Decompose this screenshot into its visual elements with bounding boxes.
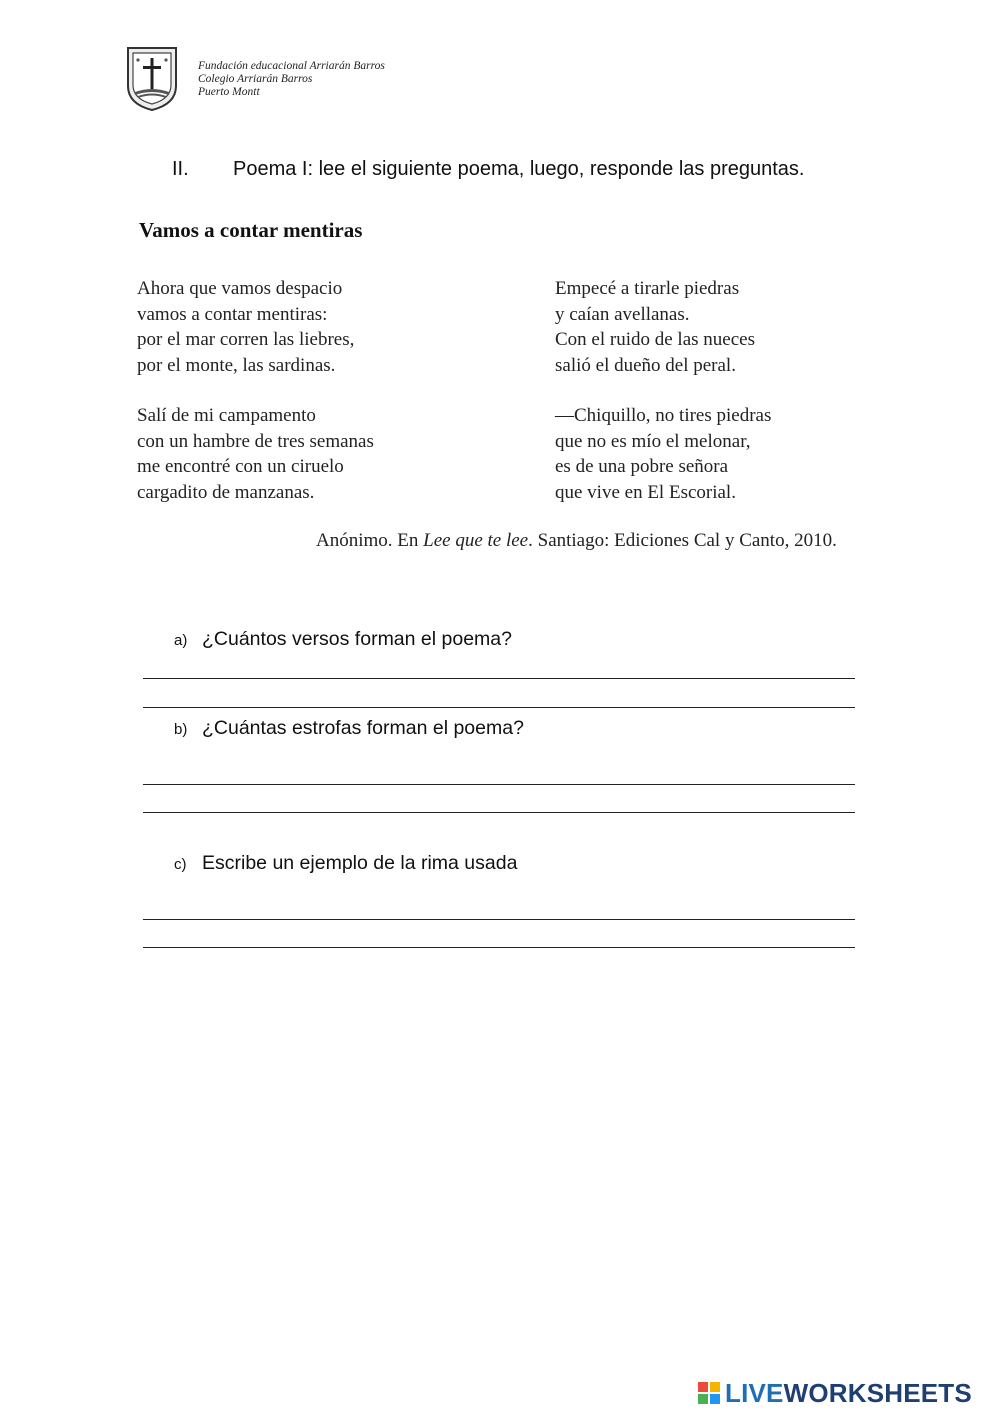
question-letter: b) <box>174 721 188 738</box>
liveworksheets-brand[interactable] <box>697 1378 972 1408</box>
brand-live: LIVE <box>725 1377 784 1408</box>
source-suffix: . Santiago: Ediciones Cal y Canto, 2010. <box>528 530 837 551</box>
answer-line-b1[interactable] <box>143 784 855 785</box>
verse: por el monte, las sardinas. <box>137 354 336 376</box>
question-a <box>174 628 512 651</box>
stanza-4 <box>555 403 771 505</box>
school-foundation: Fundación educacional Arriarán Barros <box>198 60 385 72</box>
verse: con un hambre de tres semanas <box>137 430 374 452</box>
school-name: Colegio Arriarán Barros <box>198 73 313 85</box>
question-b <box>174 717 524 740</box>
question-text: Escribe un ejemplo de la rima usada <box>202 852 518 874</box>
question-letter: c) <box>174 856 187 873</box>
question-text: ¿Cuántos versos forman el poema? <box>202 628 512 650</box>
school-info <box>198 60 385 99</box>
section-instruction: Poema I: lee el siguiente poema, luego, responde las preguntas. <box>233 158 805 180</box>
verse: salió el dueño del peral. <box>555 354 736 376</box>
verse: y caían avellanas. <box>555 303 690 325</box>
question-letter: a) <box>174 632 188 649</box>
section-number: II. <box>172 158 189 180</box>
source-prefix: Anónimo. En <box>316 530 424 551</box>
section-heading <box>172 158 804 181</box>
answer-line-a1[interactable] <box>143 678 855 679</box>
brand-name <box>725 1378 972 1409</box>
verse: Con el ruido de las nueces <box>555 329 755 350</box>
question-text: ¿Cuántas estrofas forman el poema? <box>202 717 524 739</box>
brand-rest: WORKSHEETS <box>783 1377 972 1408</box>
answer-line-c1[interactable] <box>143 919 855 920</box>
answer-line-a2[interactable] <box>143 707 855 708</box>
stanza-2 <box>137 403 374 505</box>
liveworksheets-logo-icon <box>697 1381 721 1405</box>
poem-title: Vamos a contar mentiras <box>139 218 363 242</box>
answer-line-c2[interactable] <box>143 947 855 948</box>
stanza-1 <box>137 276 354 378</box>
poem-source <box>316 530 837 552</box>
verse: es de una pobre señora <box>555 456 729 477</box>
verse: vamos a contar mentiras: <box>137 303 328 325</box>
verse: que vive en El Escorial. <box>555 481 736 503</box>
answer-line-b2[interactable] <box>143 812 855 813</box>
stanza-3 <box>555 276 755 378</box>
question-c <box>174 852 517 875</box>
verse: Empecé a tirarle piedras <box>555 278 740 299</box>
verse: Salí de mi campamento <box>137 405 316 426</box>
verse: que no es mío el melonar, <box>555 430 751 452</box>
verse: Ahora que vamos despacio <box>137 278 343 299</box>
verse: cargadito de manzanas. <box>137 481 315 503</box>
verse: por el mar corren las liebres, <box>137 329 355 350</box>
school-city: Puerto Montt <box>198 86 260 98</box>
verse: —Chiquillo, no tires piedras <box>555 405 772 426</box>
school-crest-icon <box>124 42 180 112</box>
source-book: Lee que te lee <box>423 530 529 551</box>
verse: me encontré con un ciruelo <box>137 456 344 477</box>
